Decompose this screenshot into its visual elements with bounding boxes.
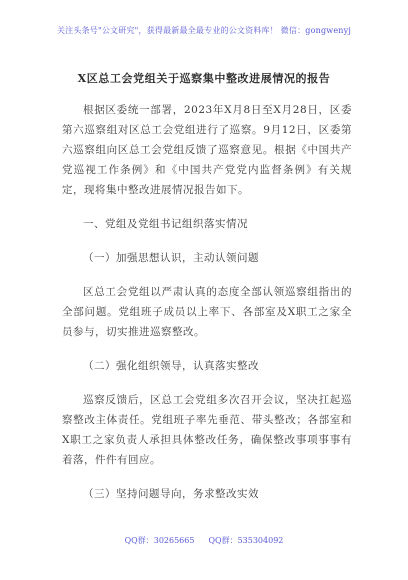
subsection-1-paragraph: 区总工会党组以严肃认真的态度全部认领巡察组指出的全部问题。党组班子成员以上率下、各部室及X职工之家全员参与，切实推进巡察整改。 [62,286,352,338]
subsection-1-heading: （一）加强思想认识，主动认领问题 [83,252,259,264]
document-title: X区总工会党组关于巡察集中整改进展情况的报告 [77,72,331,85]
footer-qq-group-2: QQ群：535304092 [208,536,284,545]
section-1-heading: 一、党组及党组书记组织落实情况 [83,218,248,230]
header-note: 关注头条号"公文研究"，获得最新最全最专业的公文资料库！ 微信：gongwenyj [56,26,352,35]
footer-qq-group-1: QQ群：30265665 [124,536,195,545]
footer [0,535,408,546]
subsection-3-heading: （三）坚持问题导向，务求整改实效 [83,488,259,500]
intro-paragraph: 根据区委统一部署，2023年X月8日至X月28日，区委第六巡察组对区总工会党组进行了巡察。9月12日，区委第六巡察组向区总工会党组反馈了巡察意见。根据《中国共产党巡视工作条例》和《中国共产党党内监督条例》有关规定，现将集中整改进展情况报告如下。 [62,104,352,196]
document-body [62,100,352,504]
subsection-2-paragraph: 巡察反馈后，区总工会党组多次召开会议，坚决扛起巡察整改主体责任。党组班子率先垂范、带头整改；各部室和X职工之家负责人承担具体整改任务，确保整改事项事事有着落，件件有回应。 [62,394,352,466]
subsection-2-heading: （二）强化组织领导，认真落实整改 [83,360,259,372]
